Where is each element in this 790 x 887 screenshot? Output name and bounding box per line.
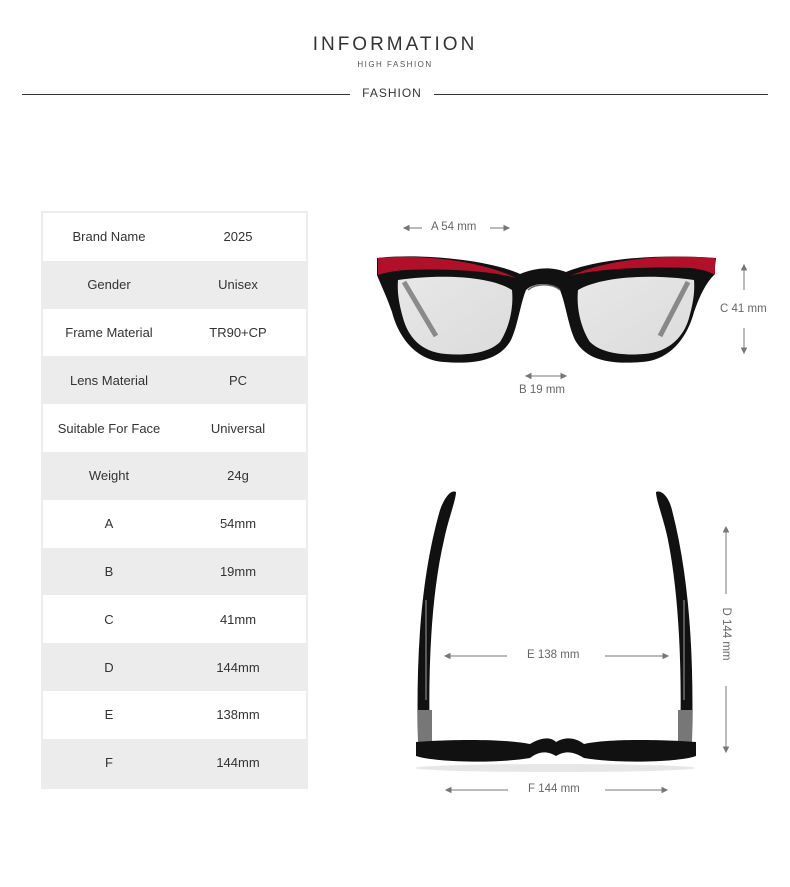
spec-label: B	[104, 563, 114, 579]
spec-value: 138mm	[216, 707, 260, 723]
dimension-c-label: C 41 mm	[720, 303, 767, 315]
spec-label: E	[104, 707, 114, 723]
dimension-a-label: A 54 mm	[431, 221, 477, 233]
dimension-e-label: E 138 mm	[527, 649, 580, 661]
spec-value: TR90+CP	[209, 324, 267, 340]
page-title: INFORMATION	[312, 34, 478, 55]
page-subtitle: HIGH FASHION	[357, 60, 433, 69]
section-label: FASHION	[362, 86, 422, 100]
spec-value: PC	[228, 372, 248, 388]
spec-label: Gender	[87, 277, 131, 293]
spec-value: 24g	[227, 468, 249, 484]
dimension-b-arrows	[526, 374, 566, 379]
spec-value: 54mm	[219, 516, 257, 532]
spec-value: Universal	[210, 420, 266, 436]
spec-value: 144mm	[216, 755, 260, 771]
spec-label: A	[104, 516, 114, 532]
spec-label: Frame Material	[65, 324, 153, 340]
spec-label: F	[105, 755, 113, 771]
dimension-b-label: B 19 mm	[519, 384, 566, 396]
spec-label: C	[104, 611, 114, 627]
spec-label: D	[104, 659, 114, 675]
glasses-top-view	[415, 492, 696, 772]
spec-value: 19mm	[219, 563, 257, 579]
spec-label: Weight	[88, 468, 130, 484]
spec-value: Unisex	[218, 277, 258, 293]
spec-label: Suitable For Face	[57, 420, 161, 436]
spec-label: Brand Name	[72, 229, 146, 245]
dimension-f-label: F 144 mm	[528, 783, 580, 795]
spec-value: 144mm	[216, 659, 260, 675]
dimension-d-label: D 144 mm	[720, 607, 732, 661]
spec-value: 2025	[223, 229, 253, 245]
spec-label: Lens Material	[69, 372, 149, 388]
spec-value: 41mm	[219, 611, 257, 627]
